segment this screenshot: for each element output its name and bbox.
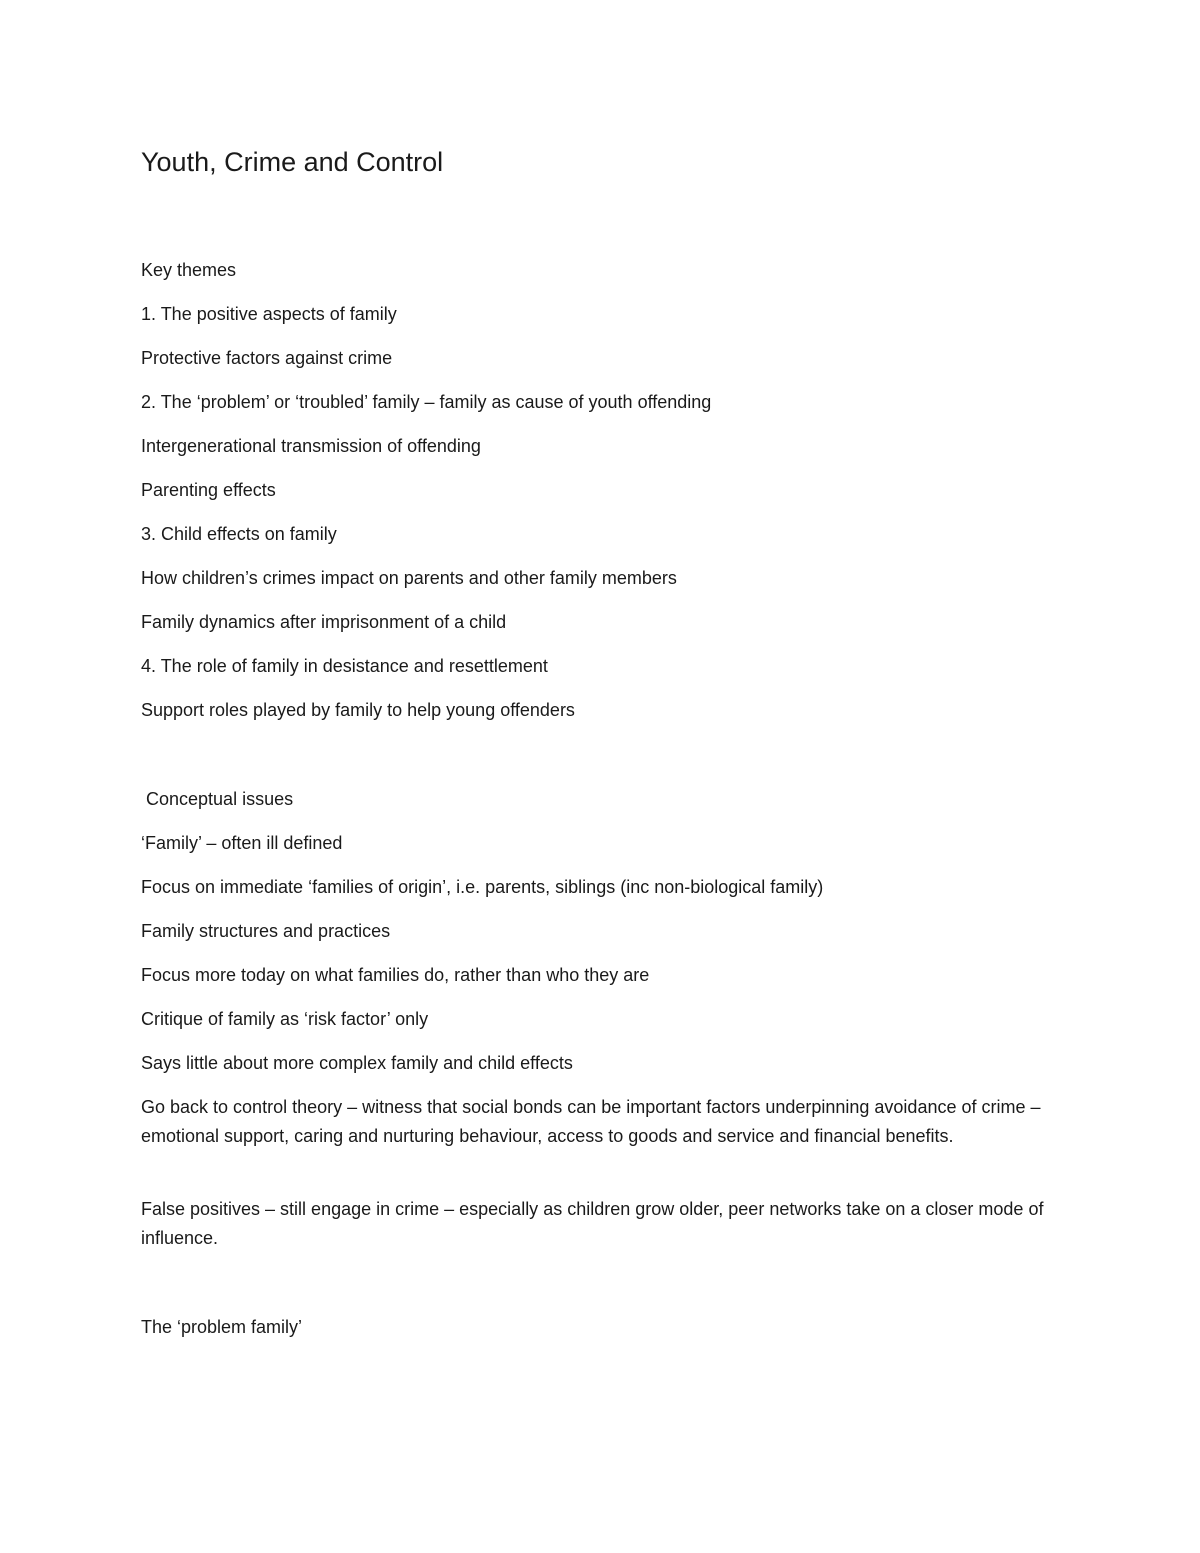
key-themes-heading: Key themes (141, 260, 237, 280)
conceptual-item: Says little about more complex family and child effects (141, 1053, 573, 1073)
theme-2-detail-b: Parenting effects (141, 480, 276, 500)
control-theory-paragraph: Go back to control theory – witness that social bonds can be important factors underpinning avoidance of crime – emotional support, caring and nurturing behaviour, access to goods and service and financial benefits. (141, 1097, 1041, 1146)
document-title: Youth, Crime and Control (141, 147, 444, 177)
theme-4-heading: 4. The role of family in desistance and resettlement (141, 656, 548, 676)
conceptual-item: Focus more today on what families do, rather than who they are (141, 965, 650, 985)
conceptual-item: ‘Family’ – often ill defined (141, 833, 343, 853)
theme-2-detail-a: Intergenerational transmission of offending (141, 436, 481, 456)
false-positives-paragraph: False positives – still engage in crime – especially as children grow older, peer networks take on a closer mode of influence. (141, 1199, 1044, 1248)
theme-3-heading: 3. Child effects on family (141, 524, 337, 544)
conceptual-item: Family structures and practices (141, 921, 391, 941)
conceptual-item: Focus on immediate ‘families of origin’, i.e. parents, siblings (inc non-biological family) (141, 877, 824, 897)
conceptual-item: Critique of family as ‘risk factor’ only (141, 1009, 429, 1029)
theme-1-heading: 1. The positive aspects of family (141, 304, 397, 324)
theme-2-heading: 2. The ‘problem’ or ‘troubled’ family – family as cause of youth offending (141, 392, 712, 412)
problem-family-heading: The ‘problem family’ (141, 1317, 303, 1337)
theme-3-detail-a: How children’s crimes impact on parents and other family members (141, 568, 677, 588)
theme-3-detail-b: Family dynamics after imprisonment of a child (141, 612, 507, 632)
theme-4-detail: Support roles played by family to help young offenders (141, 700, 575, 720)
conceptual-issues-heading: Conceptual issues (141, 789, 294, 809)
theme-1-detail: Protective factors against crime (141, 348, 393, 368)
